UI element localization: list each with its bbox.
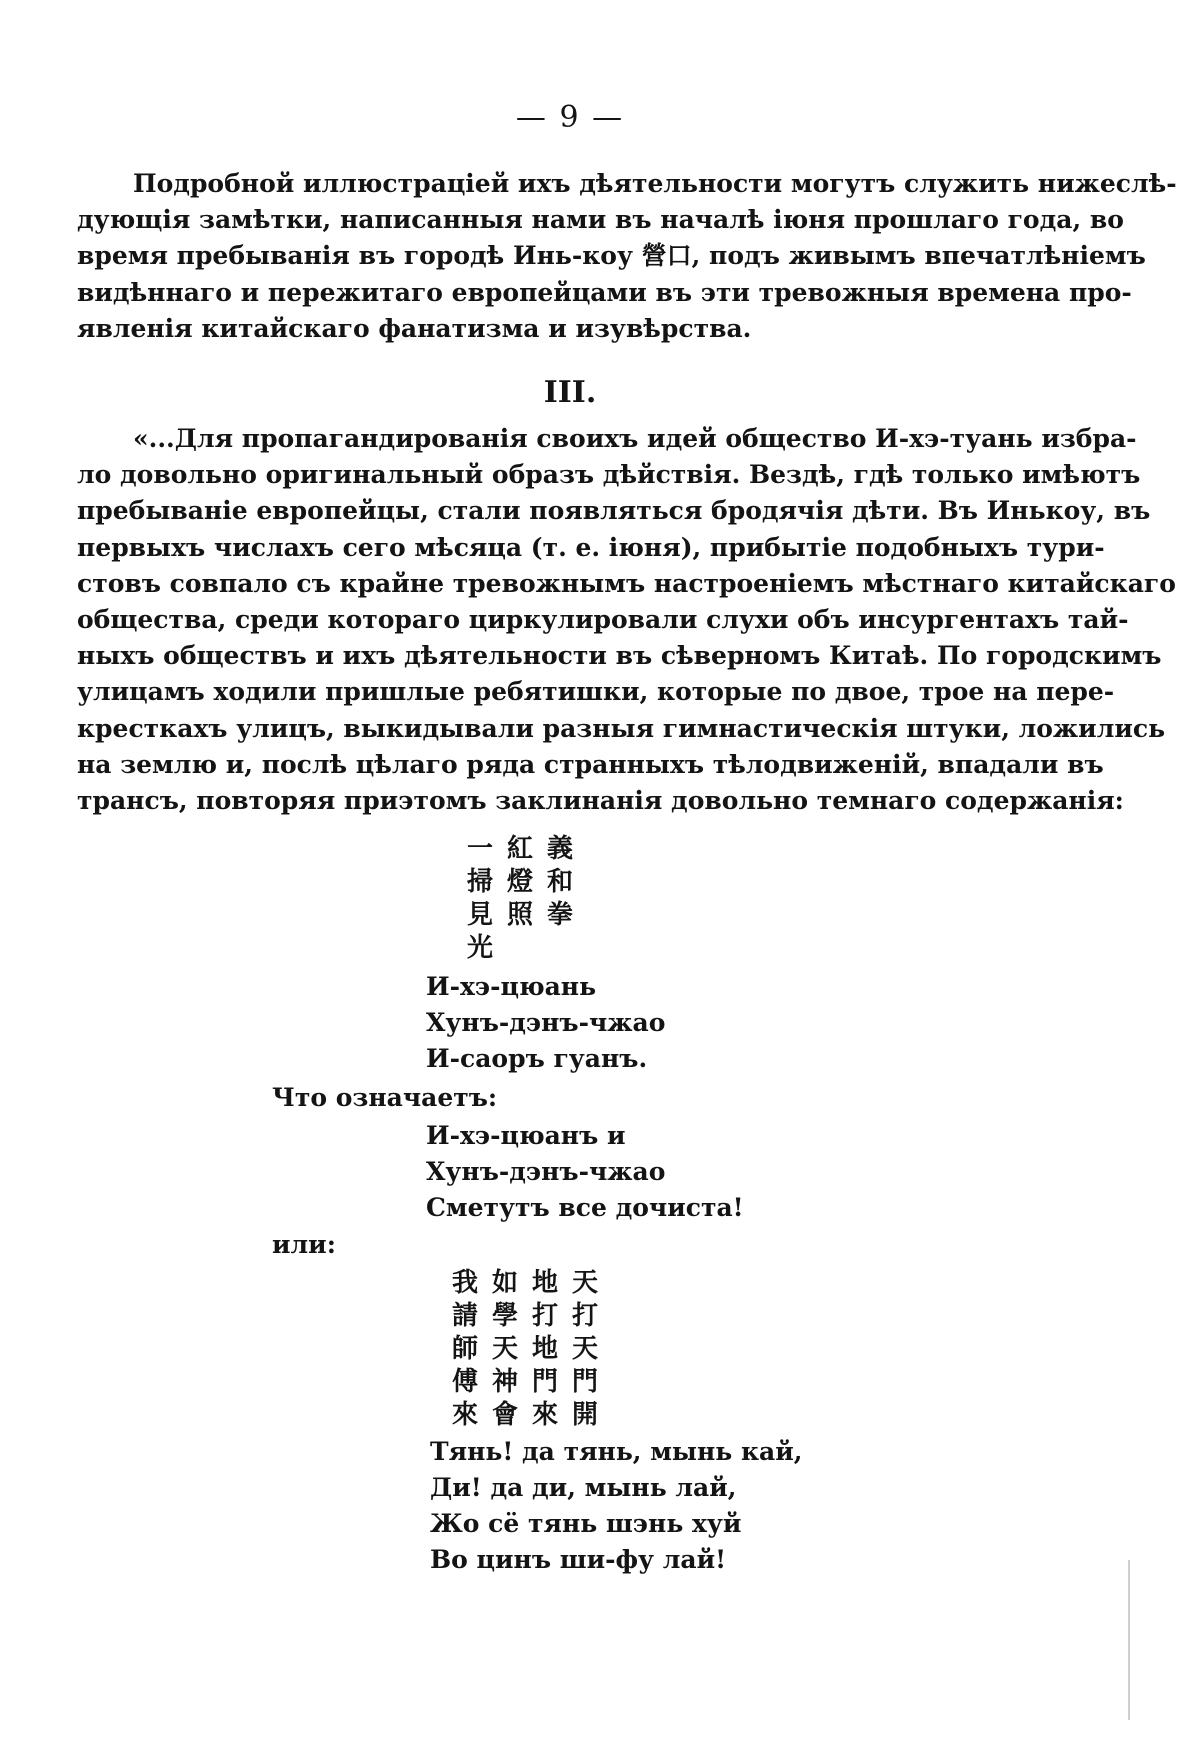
text-line: на землю и, послѣ цѣлаго ряда странныхъ тѣлодвиженій, впадали въ <box>77 749 1104 779</box>
chinese-verse-2 <box>452 1267 612 1432</box>
body-paragraph <box>77 421 1176 819</box>
text-line: дующія замѣтки, написанныя нами въ началѣ іюня прошлаго года, во <box>77 205 1124 235</box>
text-line: пребываніе европейцы, стали появляться бродячія дѣти. Въ Инькоу, въ <box>77 496 1151 526</box>
chinese-verse-1 <box>467 833 587 965</box>
chinese-verse-line: 來會來開 <box>452 1400 613 1430</box>
verse-line: Во цинъ ши-фу лай! <box>430 1545 727 1574</box>
text-line: трансъ, повторяя приэтомъ заклинанія довольно темнаго содержанія: <box>77 786 1124 816</box>
chinese-verse-line: 一紅義 <box>467 834 588 864</box>
chinese-verse-line: 傅神門門 <box>452 1367 613 1397</box>
transliteration-1 <box>426 969 665 1077</box>
chinese-verse-line: 我如地天 <box>452 1268 613 1298</box>
text-line: «...Для пропагандированія своихъ идей общество И-хэ-туань избра- <box>133 424 1137 453</box>
verse-line: И-хэ-цюанъ и <box>426 1121 626 1150</box>
page-edge-shadow <box>1128 1560 1130 1720</box>
verse-line: Жо сё тянь шэнь хуй <box>430 1509 742 1538</box>
chinese-verse-line: 請學打打 <box>452 1301 613 1331</box>
text-line: видѣннаго и пережитаго европейцами въ эти тревожныя времена про- <box>77 277 1132 307</box>
intro-paragraph <box>77 166 1177 347</box>
chinese-verse-line: 光 <box>467 933 508 963</box>
meaning-label: Что означаетъ: <box>272 1083 498 1112</box>
verse-line: И-саоръ гуанъ. <box>426 1044 648 1073</box>
text-line: улицамъ ходили пришлые ребятишки, которые по двое, трое на пере- <box>77 677 1115 707</box>
verse-line: Сметутъ все дочиста! <box>426 1193 744 1222</box>
text-line: ныхъ обществъ и ихъ дѣятельности въ сѣверномъ Китаѣ. По городскимъ <box>77 641 1162 671</box>
transliteration-2 <box>430 1434 802 1578</box>
section-heading: III. <box>543 375 597 410</box>
translation-1 <box>426 1118 744 1226</box>
chinese-verse-line: 師天地天 <box>452 1334 613 1364</box>
text-line: Подробной иллюстраціей ихъ дѣятельности могутъ служить нижеслѣ- <box>133 169 1177 198</box>
verse-line: Тянь! да тянь, мынь кай, <box>430 1437 803 1466</box>
text-line: ло довольно оригинальный образъ дѣйствія. Вездѣ, гдѣ только имѣютъ <box>77 460 1141 490</box>
text-line: время пребыванія въ городѣ Инь-коу 營口, подъ живымъ впечатлѣніемъ <box>77 241 1146 271</box>
or-label: или: <box>272 1230 336 1259</box>
chinese-verse-line: 見照拳 <box>467 900 588 930</box>
text-line: первыхъ числахъ сего мѣсяца (т. е. іюня), прибытіе подобныхъ тури- <box>77 532 1105 562</box>
text-line: стовъ совпало съ крайне тревожнымъ настроеніемъ мѣстнаго китайскаго <box>77 568 1176 598</box>
text-line: общества, среди котораго циркулировали слухи объ инсургентахъ тай- <box>77 605 1129 635</box>
verse-line: Хунъ-дэнъ-чжао <box>426 1157 666 1186</box>
text-line: явленія китайскаго фанатизма и изувѣрства. <box>77 313 752 343</box>
text-line: кресткахъ улицъ, выкидывали разныя гимнастическія штуки, ложились <box>77 713 1166 743</box>
page-number: — 9 — <box>515 100 625 135</box>
verse-line: Ди! да ди, мынь лай, <box>430 1473 737 1502</box>
verse-line: Хунъ-дэнъ-чжао <box>426 1008 666 1037</box>
verse-line: И-хэ-цюань <box>426 972 597 1001</box>
chinese-verse-line: 掃燈和 <box>467 867 588 897</box>
